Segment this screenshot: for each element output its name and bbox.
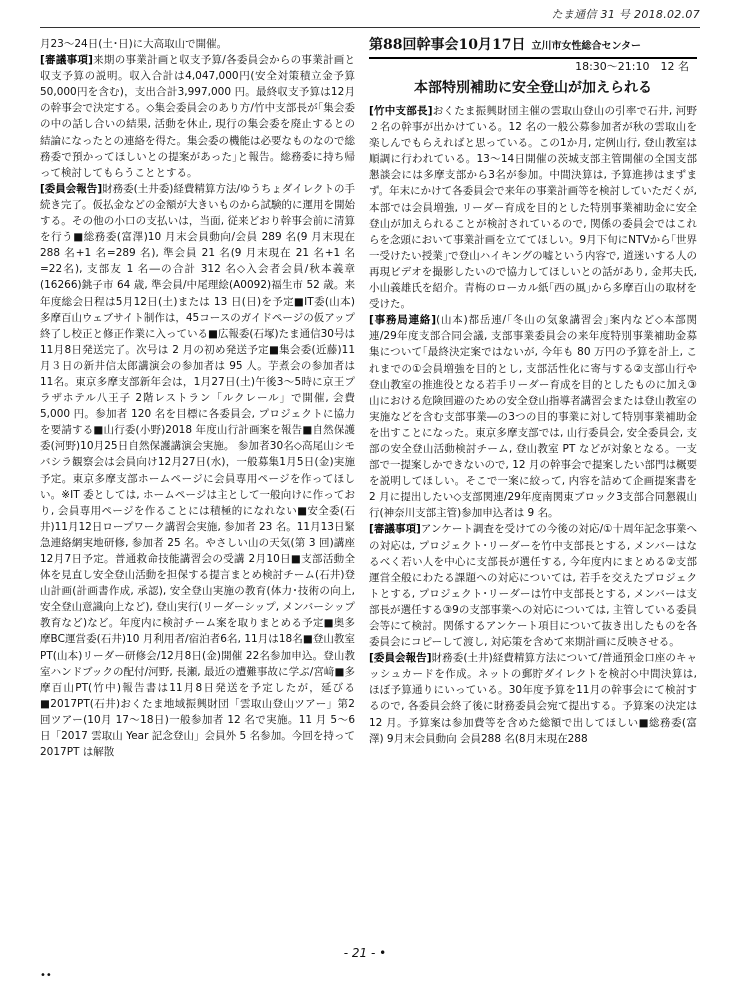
header-rule [40,27,700,28]
paragraph-text: 財務委(土井委)経費精算方法/ゆうちょダイレクトの手続き完了。仮払金などの金額が大きいものから試験的に運用を開始する。その他の小口の支払いは，当面, 従来どおり幹事会前に清算を行う■総務委(富澤)10 月末会員動向/会員 289 名(9 月末現在 288 名+1 名=289 名), 準会員 21 名(9 月末現在 21 名+1 名=22名), 支部友 1 名―の合計 312 名◇入会者会員/秋本義章(16266)銚子市 64 歳, 準会員/中尾理絵(A0092)福生市 52 歳。来年度総会日程は5月12日(土)または 13 日(日)を予定■IT委(山本)多摩百山ウェブサイト制作は，45コースのガイドページの仮アップ終了し校正と修正作業に入っている■広報委(石塚)たま通信30号は11月8日発送完了。次号は 2 月の初め発送予定■集会委(近藤)11月３日の新井信太郎講演会の参加者は 95 人。芋煮会の参加者は11名。東京多摩支部新年会は，1月27日(土)午後3～5時に京王プラザホテル八王子 2階レストラン「ルクレール」で開催, 会費 5,000 円。参加者 120 名を目標に各委員会, プロジェクトに協力を要請する■山行委(小野)2018 年度山行計画案を報告■自然保護委(河野)10月25日自然保護講演会実施。 参加者30名◇高尾山シモバシラ観察会は会員向け12月27日(水)，一般募集1月5日(金)実施予定。東京多摩支部ホームページに会員専用ページを作ってほしい。※IT 委としては, ホームページは主として一般向けに作っており, 会員専用ページを作ることには積極的になれない■安全委(石井)11月12日ロープワーク講習会実施, 参加者 23 名。11月13日緊急連絡網実地研修, 参加者 25 名。やさしい山の天気(第 3 回)講座12月7日予定。普通救命技能講習会の受講 2月10日■支部活動全体を見直し安全登山活動を担保する提言まとめ検討チーム(石井)登山計画(計画書作成, 承認), 安全登山実施の教育(体力･技術の向上, 安全登山意識向上など), 登山実行(リーダーシップ, メンバーシップ教育など)など。年度内に検討チーム案を取りまとめる予定■奥多摩BC運営委(石井)10 月利用者/宿泊者6名, 11月は18名■登山教室PT(山本)リーダー研修会/12月8日(金)開催 22名参加申込。登山教室ハンドブックの配付/河野, 長瀬, 最近の遭難事故に学ぶ/宮﨑■多摩百山PT(竹中)報告書は11月8日発送を予定したが，延びる■2017PT(石井)おくたま地域振興財団「雲取山登山ツアー」第2回ツアー(10月 17～18日)一般参加者 12 名で実施。11 月 5～6 日「2017 雲取山 Year 記念登山」会員外 5 名参加。今回を持って 2017PT は解散 [40,182,355,759]
section-tag: [審議事項] [40,54,93,67]
paragraph-text: 来期の事業計画と収支予算/各委員会からの事業計画と収支予算の説明。収入合計は4,047,000円(安全対策積立金予算50,000円を含む)，支出合計3,997,000 円。最終収支予算は12月の幹事会で決定する。◇集会委員会のあり方/竹中支部長が｢集会委の中の話し合いの結果, 活動を休止, 現行の集会委を廃止するとの結論になったとの連絡を得た。集会委の機能は必要なものなので総務委で預かってほしいとの提案があった｣と報告。総務委に持ち帰って検討してもらうこととする。 [40,54,355,179]
right-column [369,36,697,747]
running-header: たま通信 31 号 2018.02.07 [551,8,700,21]
page-number: - 21 - [343,946,376,960]
paragraph-text: おくたま振興財団主催の雲取山登山の引率で石井, 河野２名の幹事が出かけている。12 名の一般公募参加者が秋の雲取山を楽しんでもらえればと思っている。この1か月, 定例山行, 登山教室は順調に行われている。13～14日開催の茨城支部主管開催の全国支部懇談会には多摩支部から3名が参加。中間決算は, 予算進捗はまずまず。年末にかけて各委員会で来年の事業計画等を検討していただくが, 本部では会員増強, リーダー育成を目的とした特別事業補助金に安全登山が加えられることが検討されているので, 関係の委員会ではこれらを念頭において事業計画を立ててほしい。9月下旬にNTVから｢世界一受けたい授業｣で登山ハイキングの嘘という内容で, 道迷いする人の再現ビデオを撮影したいので協力してほしいとの話があり, 金邦夫氏, 小山義雄氏を紹介。青梅のローカル紙｢西の風｣から多摩百山の取材を受けた。 [369,105,697,311]
paragraph-text: アンケート調査を受けての今後の対応/①十周年記念事業への対応は, プロジェクト･リーダーを竹中支部長とする, メンバーはなるべく若い人を中心に支部長が選任する, 今年度内にまとめる②支部運営全般にわたる課題への対応については, 若手を交えたプロジェクトとする, プロジェクト･リーダーは竹中支部長とする, メンバーは支部長が選任する③9の支部事業への対応については, 主管している委員会等にて検討。関係するアンケート項目について抜き出したものを各委員会にコピーして渡し, 対応策を含めて来期計画に反映させる。 [369,523,697,649]
section-tag: [委員会報告] [369,652,432,665]
section-tag: [事務局連絡] [369,314,437,327]
section-tag: [竹中支部長] [369,105,433,117]
corner-mark: •• [40,970,52,981]
paragraph-committee-reports [40,181,355,760]
paragraph-deliberation [40,52,355,181]
paragraph-deliberation [369,521,697,650]
meeting-venue: 立川市女性総合センター [531,41,642,52]
paragraph-chief-remarks [369,103,697,312]
meeting-time: 18:30～21:10 12 名 [575,60,689,73]
paragraph-text: 財務委(土井)経費精算方法について/普通預金口座のキャッシュカードを作成。ネットの郵貯ダイレクトを検討◇中間決算は, ほぼ予算通りにいっている。30年度予算を11月の幹事会にて検討するので, 各委員会終了後に財務委員会宛て提出する。予算案の決定は 12 月。予算案は参加費等を含めた総額で出してほしい■総務委(富澤) 9月末会員動向 会員288 名(8月末現在288 [369,652,697,745]
article-headline: 本部特別補助に安全登山が加えられる [414,80,652,96]
paragraph-committee-reports [369,650,697,747]
page-ornament: • [379,946,387,960]
section-tag: [委員会報告] [40,182,103,195]
paragraph-secretariat [369,312,697,521]
paragraph-intro [40,36,355,52]
paragraph-text: (山本)都岳連/｢冬山の気象講習会｣案内など◇本部関連/29年度支部合同会議, 支部事業委員会の来年度特別事業補助金募集について｢最終決定案ではないが, 今年も 80 万円の予算を計上, これまでの①会員増強を目的とし, 支部活性化に寄与する②支部山行や登山教室の推進役となる若手リーダー育成を目的としたものに加え③山における危険回避のための安全登山指導者講習会または登山教室の実施などを含む支部事業―の3つの目的事業に対して特別事業補助金を出すことになった。東京多摩支部では, 山行委員会, 安全委員会, 支部の安全登山活動検討チーム, 登山教室 PT などが対象となる。一支部で一提案しかできないので, 12 月の幹事会で提案したい部門は概要を説明してほしい。そこで一案に絞って, 内容を詰めて企画提案書を 2 月に提出したい◇支部関連/29年度南関東ブロック3支部合同懇親山行(神奈川支部主管)参加申込者は 9 名。 [369,314,697,520]
page-footer [0,946,730,960]
left-column [40,36,355,760]
paragraph-text: 月23～24日(土･日)に大高取山で開催。 [40,38,228,50]
section-tag: [審議事項] [369,523,421,536]
meeting-title-text: 第88回幹事会10月17日 [369,37,526,53]
meeting-title [369,36,697,59]
